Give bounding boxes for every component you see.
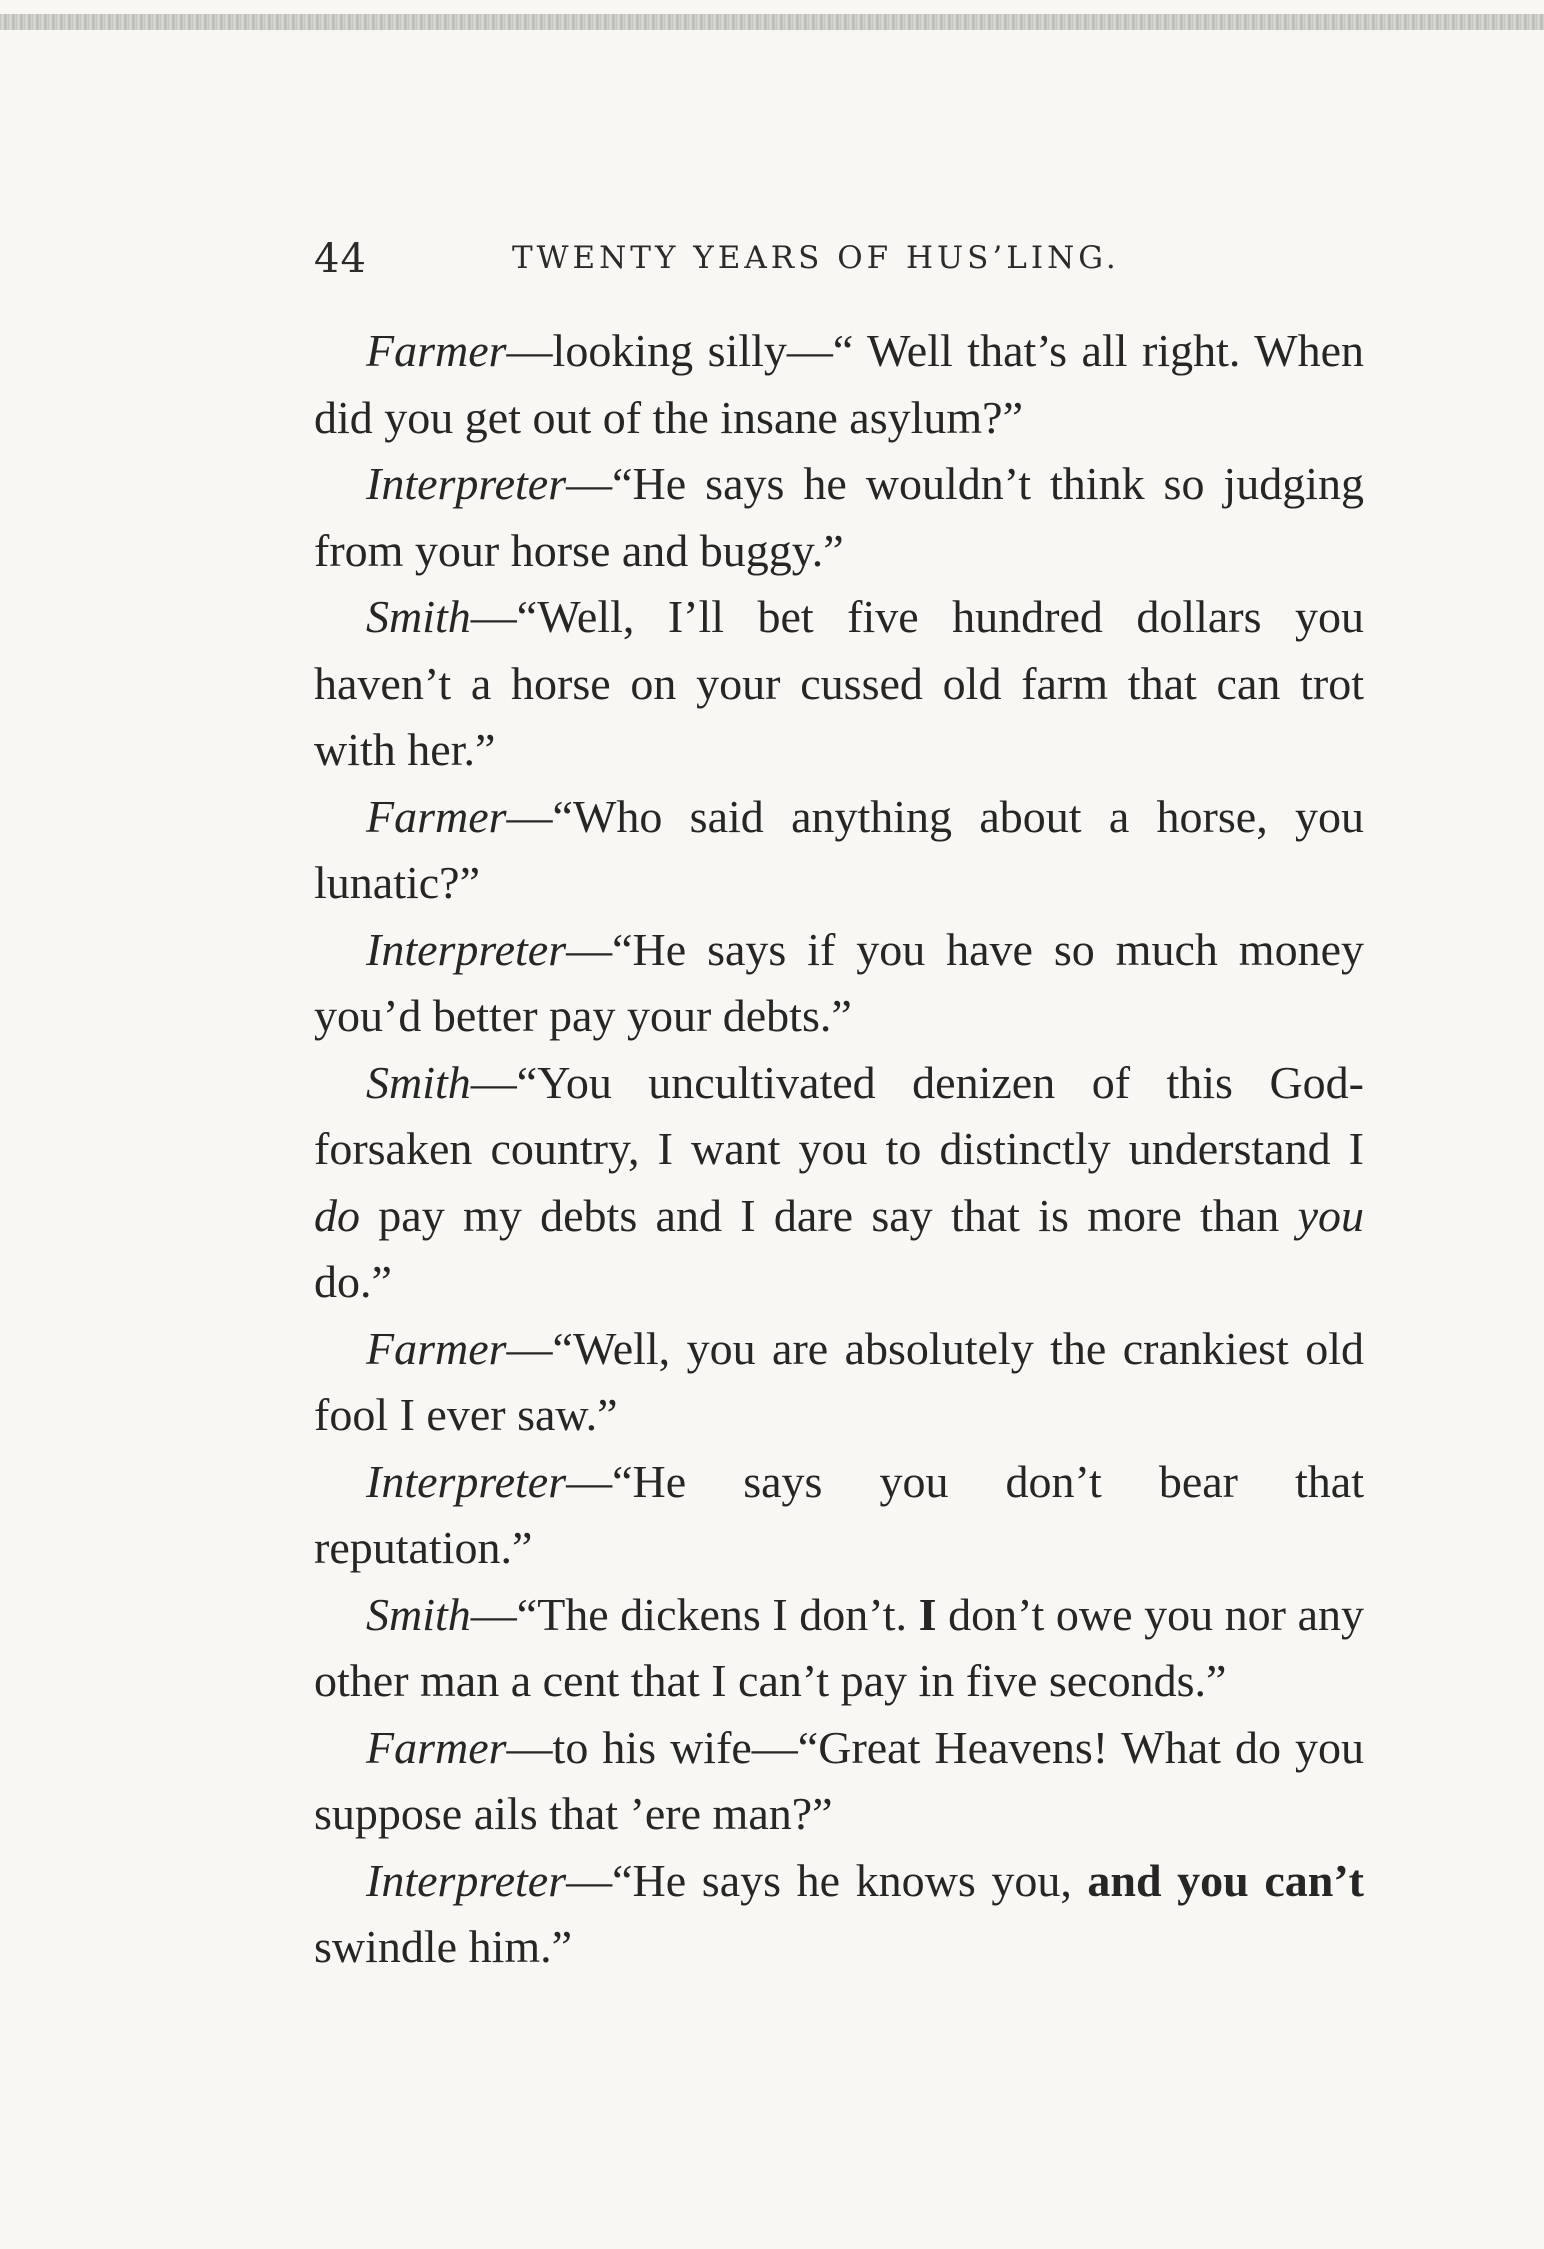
speaker-name: Farmer bbox=[366, 790, 507, 842]
speaker-name: Smith bbox=[366, 591, 471, 642]
speaker-name: Farmer bbox=[366, 1721, 507, 1773]
dialogue-paragraph bbox=[314, 1582, 1364, 1715]
dialogue-paragraph bbox=[314, 1848, 1364, 1981]
speaker-name: Interpreter bbox=[366, 1854, 567, 1906]
speaker-name: Interpreter bbox=[366, 923, 567, 975]
dialogue-text: —“He says if you have so much money you’d better pay your debts.” bbox=[314, 923, 1364, 1041]
dialogue-paragraph bbox=[314, 451, 1364, 584]
speaker-name: Farmer bbox=[366, 325, 507, 376]
dialogue-paragraph bbox=[314, 1715, 1364, 1848]
dialogue-paragraph bbox=[314, 1050, 1364, 1316]
dialogue-text: —“He says he wouldn’t think so judging from your horse and buggy.” bbox=[314, 458, 1364, 576]
speaker-name: Interpreter bbox=[366, 458, 567, 509]
running-title: TWENTY YEARS OF HUS’LING. bbox=[512, 240, 1120, 276]
emphasis-text: do bbox=[314, 1189, 360, 1241]
dialogue-text: do.” bbox=[314, 1256, 392, 1307]
dialogue-paragraph bbox=[314, 784, 1364, 917]
dialogue-text: —“The dickens I don’t. bbox=[470, 1588, 919, 1640]
dialogue-paragraph bbox=[314, 318, 1364, 451]
speaker-name: Farmer bbox=[366, 1322, 507, 1374]
dialogue-paragraph bbox=[314, 1316, 1364, 1449]
dialogue-text: —“Well, you are absolutely the crankiest old fool I ever saw.” bbox=[314, 1322, 1364, 1440]
dialogue-paragraph bbox=[314, 1449, 1364, 1582]
dialogue-text: —looking silly—“ Well that’s all right. When did you get out of the insane asylum?” bbox=[314, 325, 1364, 443]
dialogue-text: don’t owe you nor any other man a cent that I can’t pay in five seconds.” bbox=[314, 1588, 1364, 1706]
speaker-name: Smith bbox=[366, 1056, 471, 1108]
dialogue-paragraph bbox=[314, 917, 1364, 1050]
speaker-name: Interpreter bbox=[366, 1455, 567, 1507]
emphasis-text: you bbox=[1297, 1189, 1364, 1241]
dialogue-text: —“Well, I’ll bet five hundred dollars you haven’t a horse on your cussed old farm that can trot with her.” bbox=[314, 591, 1364, 775]
dialogue-text: —to his wife—“Great Heavens! What do you suppose ails that ’ere man?” bbox=[314, 1721, 1364, 1839]
dialogue-text: —“You uncultivated denizen of this God-forsaken country, I want you to distinctly understand I bbox=[314, 1056, 1364, 1174]
page-number: 44 bbox=[314, 236, 367, 282]
dialogue-text: pay my debts and I dare say that is more than bbox=[360, 1189, 1298, 1241]
bold-text: and you can’t bbox=[1087, 1854, 1364, 1906]
dialogue-paragraph bbox=[314, 584, 1364, 784]
dialogue-text: —“He says he knows you, bbox=[566, 1854, 1088, 1906]
dialogue-text: —“Who said anything about a horse, you lunatic?” bbox=[314, 790, 1364, 908]
bold-text: I bbox=[918, 1588, 937, 1640]
body-text bbox=[314, 318, 1364, 1981]
page-header bbox=[314, 236, 1364, 296]
scanned-page-edge bbox=[0, 14, 1544, 30]
dialogue-text: swindle him.” bbox=[314, 1921, 573, 1972]
dialogue-text: —“He says you don’t bear that reputation.” bbox=[314, 1455, 1364, 1573]
speaker-name: Smith bbox=[366, 1588, 471, 1640]
